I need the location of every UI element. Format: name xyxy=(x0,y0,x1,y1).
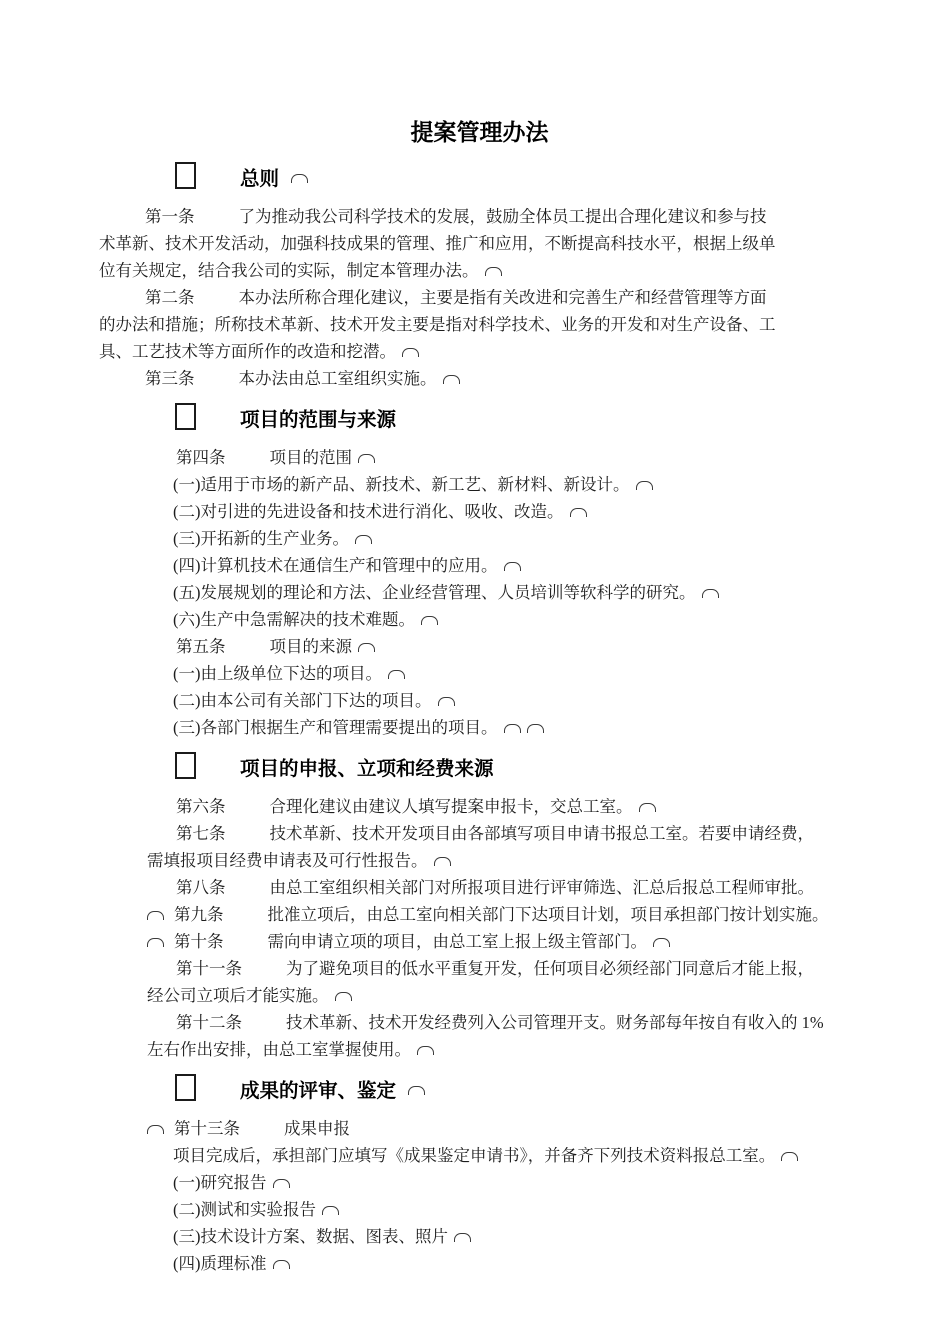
paragraph-mark-icon xyxy=(781,1152,798,1161)
text-line xyxy=(99,311,860,338)
text-line xyxy=(99,230,860,257)
article-number: 第八条 xyxy=(176,878,226,897)
article-number: 第一条 xyxy=(145,207,195,226)
paragraph-mark-icon xyxy=(388,670,405,679)
article-line xyxy=(176,874,860,901)
paragraph-mark-icon xyxy=(273,1179,290,1188)
line-text: 术革新、技术开发活动，加强科技成果的管理、推广和应用，不断提高科技水平，根据上级单 xyxy=(99,234,776,253)
paragraph-mark-icon xyxy=(702,589,719,598)
line-text: (四)计算机技术在通信生产和管理中的应用。 xyxy=(173,556,498,575)
article-line xyxy=(147,901,860,928)
line-text: 为了避免项目的低水平重复开发，任何项目必须经部门同意后才能上报， xyxy=(286,959,814,978)
line-text: 经公司立项后才能实施。 xyxy=(147,986,329,1005)
article-line xyxy=(145,284,860,311)
line-text: (二)测试和实验报告 xyxy=(173,1200,316,1219)
text-line xyxy=(99,257,860,284)
article-number: 第十条 xyxy=(174,932,224,951)
paragraph-mark-icon xyxy=(417,1046,434,1055)
paragraph-mark-icon xyxy=(443,375,460,384)
article-number: 第三条 xyxy=(145,369,195,388)
line-text: (二)对引进的先进设备和技术进行消化、吸收、改造。 xyxy=(173,502,564,521)
line-text: 批准立项后，由总工室向相关部门下达项目计划，项目承担部门按计划实施。 xyxy=(267,905,829,924)
text-line xyxy=(173,579,860,606)
article-number: 第六条 xyxy=(176,797,226,816)
line-text: 项目的范围 xyxy=(269,448,352,467)
line-text: (三)技术设计方案、数据、图表、照片 xyxy=(173,1227,448,1246)
section-heading-label: 项目的范围与来源 xyxy=(240,410,397,431)
text-line xyxy=(173,714,860,741)
text-line xyxy=(173,660,860,687)
line-text: 具、工艺技术等方面所作的改造和挖潜。 xyxy=(99,342,396,361)
article-number: 第十三条 xyxy=(174,1119,240,1138)
paragraph-mark-icon xyxy=(527,724,544,733)
text-line xyxy=(147,847,860,874)
document-sections xyxy=(99,162,860,1277)
line-text: (六)生产中急需解决的技术难题。 xyxy=(173,610,415,629)
paragraph-mark-icon xyxy=(291,174,308,183)
paragraph-mark-icon xyxy=(273,1260,290,1269)
line-text: 本办法所称合理化建议，主要是指有关改进和完善生产和经营管理等方面 xyxy=(238,288,767,307)
line-text: 项目的来源 xyxy=(269,637,352,656)
paragraph-mark-icon xyxy=(504,724,521,733)
paragraph-mark-icon xyxy=(355,535,372,544)
article-number: 第九条 xyxy=(174,905,224,924)
line-text: (一)研究报告 xyxy=(173,1173,267,1192)
paragraph-mark-icon xyxy=(358,454,375,463)
article-line xyxy=(147,928,860,955)
paragraph-mark-icon xyxy=(504,562,521,571)
line-text: 了为推动我公司科学技术的发展，鼓励全体员工提出合理化建议和参与技 xyxy=(238,207,767,226)
paragraph-mark-icon xyxy=(438,697,455,706)
text-line xyxy=(173,1223,860,1250)
line-text: 项目完成后，承担部门应填写《成果鉴定申请书》，并备齐下列技术资料报总工室。 xyxy=(173,1146,776,1165)
section-marker-box-icon xyxy=(175,1074,196,1101)
paragraph-mark-icon xyxy=(322,1206,339,1215)
line-text: 左右作出安排，由总工室掌握使用。 xyxy=(147,1040,411,1059)
paragraph-mark-icon xyxy=(147,911,164,920)
article-line xyxy=(176,1009,860,1036)
line-text: (五)发展规划的理论和方法、企业经营管理、人员培训等软科学的研究。 xyxy=(173,583,696,602)
line-text: 由总工室组织相关部门对所报项目进行评审筛选、汇总后报总工程师审批。 xyxy=(269,878,814,897)
article-line xyxy=(145,365,860,392)
section-heading xyxy=(175,1074,860,1107)
article-line xyxy=(176,633,860,660)
article-number: 第十二条 xyxy=(176,1013,242,1032)
text-line xyxy=(173,1196,860,1223)
article-number: 第四条 xyxy=(176,448,226,467)
line-text: (三)各部门根据生产和管理需要提出的项目。 xyxy=(173,718,498,737)
section-marker-box-icon xyxy=(175,162,196,189)
line-text: 本办法由总工室组织实施。 xyxy=(238,369,437,388)
paragraph-mark-icon xyxy=(636,481,653,490)
article-line xyxy=(147,1115,860,1142)
paragraph-mark-icon xyxy=(570,508,587,517)
article-line xyxy=(176,444,860,471)
paragraph-mark-icon xyxy=(358,643,375,652)
text-line xyxy=(173,687,860,714)
line-text: 位有关规定，结合我公司的实际，制定本管理办法。 xyxy=(99,261,479,280)
article-number: 第七条 xyxy=(176,824,226,843)
line-text: (四)质理标准 xyxy=(173,1254,267,1273)
text-line xyxy=(147,982,860,1009)
line-text: (三)开拓新的生产业务。 xyxy=(173,529,349,548)
article-number: 第二条 xyxy=(145,288,195,307)
line-text: (二)由本公司有关部门下达的项目。 xyxy=(173,691,432,710)
text-line xyxy=(173,1169,860,1196)
section-heading xyxy=(175,752,860,785)
line-text: 技术革新、技术开发经费列入公司管理开支。财务部每年按自有收入的 1% xyxy=(286,1013,824,1032)
section-marker-box-icon xyxy=(175,752,196,779)
text-line xyxy=(173,1250,860,1277)
section-heading-label: 成果的评审、鉴定 xyxy=(240,1081,397,1102)
paragraph-mark-icon xyxy=(421,616,438,625)
line-text: 合理化建议由建议人填写提案申报卡，交总工室。 xyxy=(269,797,633,816)
section-heading xyxy=(175,162,860,195)
paragraph-mark-icon xyxy=(639,803,656,812)
paragraph-mark-icon xyxy=(653,938,670,947)
paragraph-mark-icon xyxy=(485,267,502,276)
article-number: 第十一条 xyxy=(176,959,242,978)
line-text: (一)由上级单位下达的项目。 xyxy=(173,664,382,683)
text-line xyxy=(173,606,860,633)
paragraph-mark-icon xyxy=(335,992,352,1001)
text-line xyxy=(173,1142,860,1169)
article-line xyxy=(176,820,860,847)
article-line xyxy=(145,203,860,230)
section-heading-label: 总则 xyxy=(240,169,280,190)
section-heading xyxy=(175,403,860,436)
paragraph-mark-icon xyxy=(454,1233,471,1242)
paragraph-mark-icon xyxy=(408,1086,425,1095)
text-line xyxy=(147,1036,860,1063)
section-marker-box-icon xyxy=(175,403,196,430)
article-number: 第五条 xyxy=(176,637,226,656)
line-text: 成果申报 xyxy=(284,1119,350,1138)
article-line xyxy=(176,955,860,982)
text-line xyxy=(99,338,860,365)
line-text: 需填报项目经费申请表及可行性报告。 xyxy=(147,851,428,870)
line-text: 需向申请立项的项目，由总工室上报上级主管部门。 xyxy=(267,932,647,951)
text-line xyxy=(173,552,860,579)
text-line xyxy=(173,498,860,525)
paragraph-mark-icon xyxy=(434,857,451,866)
paragraph-mark-icon xyxy=(402,348,419,357)
line-text: 的办法和措施；所称技术革新、技术开发主要是指对科学技术、业务的开发和对生产设备、工 xyxy=(99,315,776,334)
text-line xyxy=(173,471,860,498)
paragraph-mark-icon xyxy=(147,1125,164,1134)
article-line xyxy=(176,793,860,820)
text-line xyxy=(173,525,860,552)
line-text: 技术革新、技术开发项目由各部填写项目申请书报总工室。若要申请经费， xyxy=(269,824,814,843)
section-heading-label: 项目的申报、立项和经费来源 xyxy=(240,759,494,780)
paragraph-mark-icon xyxy=(147,938,164,947)
document-title: 提案管理办法 xyxy=(410,120,549,145)
line-text: (一)适用于市场的新产品、新技术、新工艺、新材料、新设计。 xyxy=(173,475,630,494)
